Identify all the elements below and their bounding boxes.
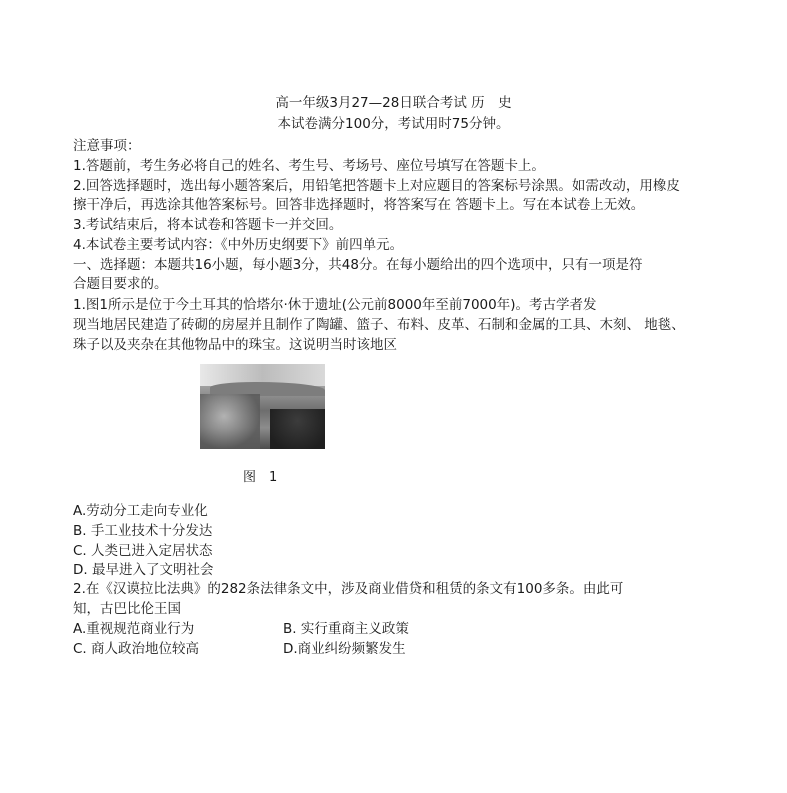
question-1-option-a: A.劳动分工走向专业化 [73, 503, 208, 519]
notice-heading: 注意事项： [73, 138, 141, 154]
photo-ruins [200, 394, 260, 449]
section-instructions-2: 合题目要求的。 [73, 276, 168, 292]
question-1-line-1: 1.图1所示是位于今土耳其的恰塔尔·休于遗址(公元前8000年至前7000年)。考古学者发 [73, 297, 597, 313]
notice-line-1: 1.答题前，考生务必将自己的姓名、考生号、考场号、座位号填写在答题卡上。 [73, 158, 545, 174]
notice-line-2a: 2.回答选择题时，选出每小题答案后，用铅笔把答题卡上对应题目的答案标号涂黑。如需改动，用橡皮 [73, 178, 680, 194]
notice-line-2b: 擦干净后，再选涂其他答案标号。回答非选择题时，将答案写在 答题卡上。写在本试卷上无效。 [73, 197, 645, 213]
question-2-option-d: D.商业纠纷频繁发生 [283, 641, 406, 657]
exam-title: 高一年级3月27—28日联合考试 历 史 [275, 95, 512, 111]
question-1-line-2: 现当地居民建造了砖砌的房屋并且制作了陶罐、篮子、布料、皮革、石制和金属的工具、木刻、 地毯、 [73, 317, 685, 333]
question-2-option-c: C. 商人政治地位较高 [73, 641, 200, 657]
question-2-option-b: B. 实行重商主义政策 [283, 621, 409, 637]
notice-line-4: 4.本试卷主要考试内容：《中外历史纲要下》前四单元。 [73, 237, 404, 253]
question-1-option-b: B. 手工业技术十分发达 [73, 523, 213, 539]
section-instructions-1: 一、选择题：本题共16小题，每小题3分，共48分。在每小题给出的四个选项中，只有一项是符 [73, 257, 643, 273]
question-2-line-2: 知，古巴比伦王国 [73, 601, 181, 617]
question-2-line-1: 2.在《汉谟拉比法典》的282条法律条文中，涉及商业借贷和租赁的条文有100多条。由此可 [73, 581, 624, 597]
question-2-option-a: A.重视规范商业行为 [73, 621, 195, 637]
photo-dark-ruins [270, 409, 325, 449]
question-1-line-3: 珠子以及夹杂在其他物品中的珠宝。这说明当时该地区 [73, 337, 397, 353]
figure-1-photo [200, 364, 325, 449]
question-1-option-d: D. 最早进入了文明社会 [73, 562, 214, 578]
notice-line-3: 3.考试结束后，将本试卷和答题卡一并交回。 [73, 217, 343, 233]
figure-1-caption: 图 1 [243, 470, 278, 485]
question-1-option-c: C. 人类已进入定居状态 [73, 543, 213, 559]
exam-subtitle: 本试卷满分100分，考试用时75分钟。 [277, 116, 510, 132]
